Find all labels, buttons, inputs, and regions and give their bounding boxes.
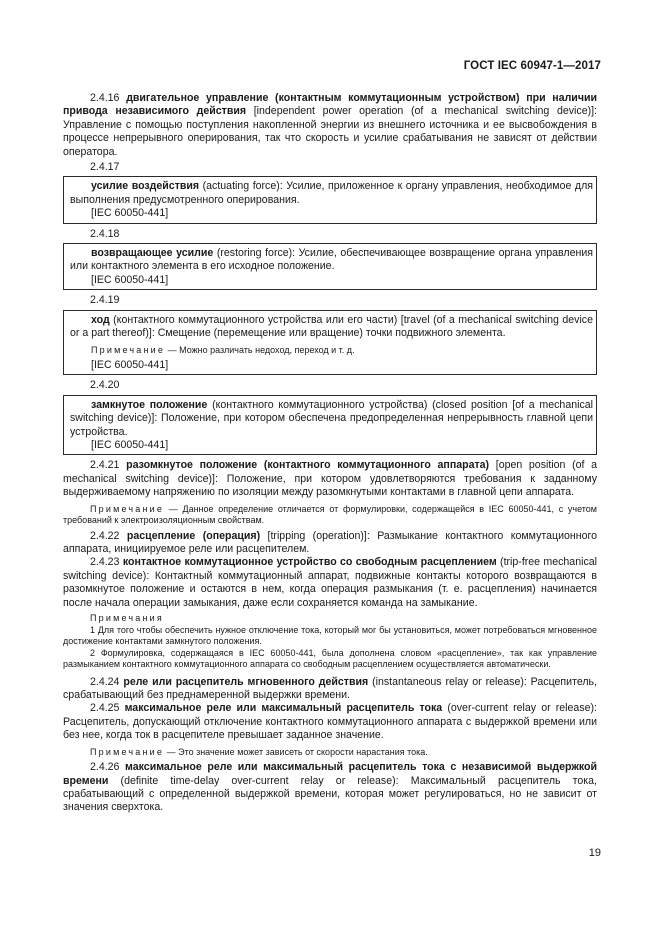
- page-header: ГОСТ IEC 60947-1—2017: [463, 60, 601, 72]
- page-number: 19: [588, 847, 601, 859]
- definition-text: [70, 399, 593, 439]
- clause-number-2-4-17: 2.4.17: [90, 161, 120, 174]
- definition: (over-current relay or release): Расцепитель, допускающий отключение контактного коммутационного аппарата с выдержкой времени или без нее, когда ток в расцепителе превышает заданное значение.: [63, 702, 597, 742]
- definition-box-2-4-20: [63, 395, 597, 456]
- note-2: 2 Формулировка, содержащаяся в IEC 60050-441, была дополнена словом «расцепление», так как управление размыканием контактного коммутационного аппарата со свободным расцеплением осуществляется автоматически.: [63, 647, 597, 670]
- clause-2-4-16: [63, 92, 597, 159]
- clause-number: 2.4.21: [90, 459, 120, 472]
- definition-text: [70, 247, 593, 274]
- clause-number-2-4-20: 2.4.20: [90, 379, 120, 392]
- definition: (trip-free mechanical switching device): Контактный коммутационный аппарат, подвижные контакты которого возвращаются в разомкнутое положение и остаются в нем, когда операция размыкания (т. е. расцепления) начинается после начала операции замыкания, даже если сохраняется команда на замыкание.: [63, 556, 597, 609]
- note-text: — Это значение может зависеть от скорости нарастания тока.: [164, 746, 428, 757]
- clause-2-4-24: [63, 676, 597, 703]
- definition-text: [70, 314, 593, 341]
- note-label: Примечание: [90, 503, 165, 514]
- term: контактное коммутационное устройство со свободным расцеплением: [122, 556, 497, 569]
- clause-number: 2.4.24: [90, 675, 120, 688]
- clause-number: 2.4.25: [90, 702, 120, 715]
- clause-2-4-21: [63, 459, 597, 499]
- definition: [tripping (operation)]: Размыкание контактного коммутационного аппарата, инициируемое реле или расцепителем.: [63, 529, 598, 556]
- clause-number-2-4-18: 2.4.18: [90, 227, 120, 240]
- clause-2-4-25: [63, 702, 597, 742]
- definition: (контактного коммутационного устройства) (closed position [of a mechanical switching device)]: Положение, при котором обеспечена предопределенная непрерывность главной цепи устройства.: [70, 398, 593, 438]
- note-label: Примечание: [91, 344, 166, 355]
- clause-number: 2.4.22: [90, 529, 120, 542]
- clause-number: 2.4.16: [90, 92, 120, 104]
- definition-box-2-4-18: [63, 243, 597, 290]
- clause-2-4-22: [63, 530, 597, 557]
- term: замкнутое положение: [91, 398, 208, 411]
- note-1: 1 Для того чтобы обеспечить нужное отключение тока, который мог бы установиться, может потребоваться мгновенное достижение контактами замкнутого положения.: [63, 624, 597, 647]
- definition-text: [70, 180, 593, 207]
- definition: (контактного коммутационного устройства или его части) [travel (of a mechanical switching device or a part thereof)]: Смещение (перемещение или вращение) точки подвижного элемента.: [70, 313, 593, 340]
- clause-number: 2.4.23: [90, 556, 120, 569]
- note-label: Примечание: [90, 746, 165, 757]
- term: расцепление (операция): [126, 529, 261, 542]
- term: двигательное управление (контактным коммутационным устройством) при наличии привода независимого действия: [63, 92, 597, 118]
- term-en: [independent power operation (of a mechanical switching device)]:: [246, 105, 598, 118]
- source-reference: [IEC 60050-441]: [91, 439, 169, 452]
- term: разомкнутое положение (контактного коммутационного аппарата): [126, 459, 490, 472]
- source-reference: [IEC 60050-441]: [91, 207, 169, 220]
- term: возвращающее усилие: [91, 247, 214, 260]
- note-text: — Можно различать недоход, переход и т. д.: [165, 344, 355, 355]
- notes-label: Примечания: [90, 613, 164, 624]
- definition-box-2-4-17: [63, 176, 597, 223]
- document-body: [63, 92, 597, 815]
- definition: (actuating force): Усилие, приложенное к органу управления, необходимое для выполнения предусмотренного оперирования.: [70, 180, 593, 206]
- definition-box-2-4-19: [63, 310, 597, 376]
- source-reference: [IEC 60050-441]: [91, 273, 169, 286]
- clause-2-4-23: [63, 556, 597, 610]
- definition: (instantaneous relay or release): Расцепитель, срабатывающий без преднамеренной выдержки времени.: [63, 675, 597, 701]
- clause-number: 2.4.26: [90, 761, 120, 774]
- note-2-4-25: [63, 747, 597, 759]
- note: [70, 345, 593, 357]
- clause-2-4-26: [63, 761, 597, 815]
- term: усилие воздействия: [91, 180, 200, 193]
- source-reference: [IEC 60050-441]: [91, 359, 169, 371]
- term: максимальное реле или максимальный расцепитель тока с независимой выдержкой времени: [63, 761, 597, 787]
- term: ход: [91, 313, 110, 326]
- definition: (restoring force): Усилие, обеспечивающее возвращение органа управления или контактного элемента в его исходное положение.: [70, 247, 593, 273]
- definition: (definite time-delay over-current relay or release): Максимальный расцепитель тока, срабатывающий с определенной выдержкой времени, которая может регулироваться, но не зависит от значения сверхтока.: [63, 774, 597, 814]
- definition: Управление с помощью поступления накопленной энергии из внешнего источника и ее высвобождения в процессе непрерывного оперирования, так что скорость и усилие срабатывания не зависят от действии оператора.: [63, 118, 597, 158]
- note-text: — Данное определение отличается от формулировки, содержащейся в IEC 60050-441, с учетом требований к электроизоляционным свойствам.: [63, 503, 597, 526]
- note-2-4-21: [63, 504, 597, 527]
- clause-number-2-4-19: 2.4.19: [90, 294, 120, 307]
- definition: [open position (of a mechanical switching device)]: Положение, при котором удовлетворяются требования к заданному выдерживаемому напряжению по изоляции между разомкнутыми контактами в главной цепи аппарата.: [63, 459, 598, 499]
- term: реле или расцепитель мгновенного действия: [123, 675, 369, 688]
- term: максимальное реле или максимальный расцепитель тока: [124, 702, 443, 715]
